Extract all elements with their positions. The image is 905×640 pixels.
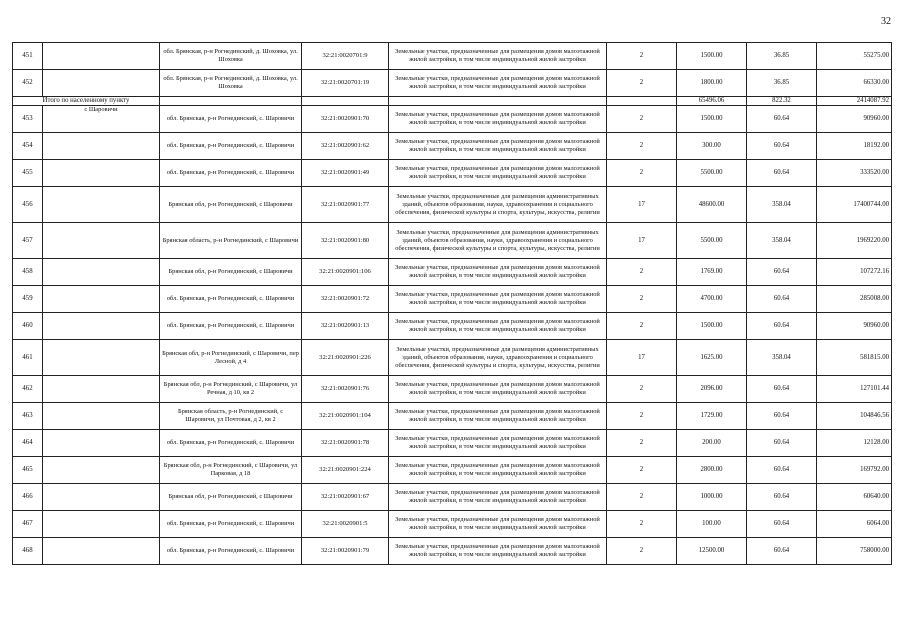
table-row [13,340,892,376]
row-cadastral-number: 32:21:0020901:76 [302,376,389,403]
row-use-class: 2 [607,376,677,403]
row-land-use: Земельные участки, предназначенные для размещения домов малоэтажной жилой застройки, в том числе индивидуальной жилой застройки [389,403,607,430]
row-number: 452 [13,70,43,97]
row-land-use: Земельные участки, предназначенные для размещения домов малоэтажной жилой застройки, в том числе индивидуальной жилой застройки [389,484,607,511]
row-rate: 358.04 [747,187,817,223]
row-land-use: Земельные участки, предназначенные для размещения домов малоэтажной жилой застройки, в том числе индивидуальной жилой застройки [389,70,607,97]
row-cadastral-value: 758000.00 [817,538,892,565]
row-use-class: 17 [607,223,677,259]
row-rate: 36.85 [747,43,817,70]
row-number: 458 [13,259,43,286]
row-rate: 358.04 [747,223,817,259]
row-use-class: 2 [607,106,677,133]
row-rate: 60.64 [747,313,817,340]
row-land-use: Земельные участки, предназначенные для размещения административных зданий, объектов образования, науки, здравоохранения и социального обеспечения, физической культуры и спорта, культуры, искусства, религии [389,223,607,259]
row-number: 457 [13,223,43,259]
row-area: 1500.00 [677,43,747,70]
total-label: Итого по населенному пункту [13,97,160,106]
total-row [13,97,892,106]
row-land-use: Земельные участки, предназначенные для размещения домов малоэтажной жилой застройки, в том числе индивидуальной жилой застройки [389,313,607,340]
row-use-class: 2 [607,484,677,511]
row-rate: 60.64 [747,457,817,484]
row-use-class: 2 [607,457,677,484]
row-address: обл. Брянская, р-н Рогнединский, с. Шаровичи [160,538,302,565]
row-cadastral-number: 32:21:0020901:13 [302,313,389,340]
row-land-use: Земельные участки, предназначенные для размещения домов малоэтажной жилой застройки, в том числе индивидуальной жилой застройки [389,538,607,565]
row-address: Брянская обл, р-н Рогнединский, с Шаровичи, пер Лесной, д 4 [160,340,302,376]
row-settlement-cell [43,160,160,187]
row-area: 2800.00 [677,457,747,484]
row-land-use: Земельные участки, предназначенные для размещения административных зданий, объектов образования, науки, здравоохранения и социального обеспечения, физической культуры и спорта, культуры, искусства, религии [389,187,607,223]
row-area: 5500.00 [677,160,747,187]
row-cadastral-value: 169792.00 [817,457,892,484]
table-row [13,376,892,403]
row-use-class: 2 [607,259,677,286]
row-cadastral-value: 66330.00 [817,70,892,97]
row-area: 1800.00 [677,70,747,97]
row-use-class: 2 [607,286,677,313]
row-use-class: 2 [607,313,677,340]
row-land-use: Земельные участки, предназначенные для размещения домов малоэтажной жилой застройки, в том числе индивидуальной жилой застройки [389,511,607,538]
table-row [13,187,892,223]
row-area: 200.00 [677,430,747,457]
row-area: 100.00 [677,511,747,538]
table-row [13,106,892,133]
table-row [13,403,892,430]
row-area: 1729.00 [677,403,747,430]
row-cadastral-value: 6064.00 [817,511,892,538]
row-address: Брянская обл, р-н Рогнединский, с Шаровичи, ул Речная, д 10, кв 2 [160,376,302,403]
row-land-use: Земельные участки, предназначенные для размещения домов малоэтажной жилой застройки, в том числе индивидуальной жилой застройки [389,430,607,457]
row-cadastral-number: 32:21:0020901:77 [302,187,389,223]
row-settlement-cell [43,457,160,484]
row-area: 1500.00 [677,313,747,340]
row-area: 1769.00 [677,259,747,286]
row-use-class: 17 [607,187,677,223]
table-row [13,484,892,511]
row-use-class: 2 [607,133,677,160]
row-number: 466 [13,484,43,511]
row-rate: 60.64 [747,376,817,403]
row-number: 459 [13,286,43,313]
row-number: 453 [13,106,43,133]
row-cadastral-value: 127101.44 [817,376,892,403]
row-cadastral-number: 32:21:0020901:224 [302,457,389,484]
row-settlement-cell [43,133,160,160]
row-land-use: Земельные участки, предназначенные для размещения административных зданий, объектов образования, науки, здравоохранения и социального обеспечения, физической культуры и спорта, культуры, искусства, религии [389,340,607,376]
row-settlement-cell [43,259,160,286]
row-cadastral-value: 581815.00 [817,340,892,376]
row-land-use: Земельные участки, предназначенные для размещения домов малоэтажной жилой застройки, в том числе индивидуальной жилой застройки [389,286,607,313]
row-number: 462 [13,376,43,403]
row-area: 12500.00 [677,538,747,565]
total-empty-cad [302,97,389,106]
row-settlement-cell [43,376,160,403]
row-use-class: 2 [607,403,677,430]
row-address: обл. Брянская, р-н Рогнединский, с. Шаровичи [160,106,302,133]
row-cadastral-value: 60640.00 [817,484,892,511]
row-cadastral-value: 90960.00 [817,313,892,340]
row-rate: 36.85 [747,70,817,97]
row-rate: 60.64 [747,160,817,187]
row-number: 454 [13,133,43,160]
row-number: 455 [13,160,43,187]
total-empty-cls [607,97,677,106]
row-rate: 60.64 [747,106,817,133]
total-area: 65496.06 [677,97,747,106]
row-address: обл. Брянская, р-н Рогнединский, с. Шаровичи [160,313,302,340]
row-use-class: 2 [607,511,677,538]
row-address: обл. Брянская, р-н Рогнединский, с. Шаровичи [160,133,302,160]
row-land-use: Земельные участки, предназначенные для размещения домов малоэтажной жилой застройки, в том числе индивидуальной жилой застройки [389,376,607,403]
row-cadastral-number: 32:21:0020901:49 [302,160,389,187]
row-settlement-cell [43,538,160,565]
row-land-use: Земельные участки, предназначенные для размещения домов малоэтажной жилой застройки, в том числе индивидуальной жилой застройки [389,259,607,286]
row-cadastral-number: 32:21:0020901:104 [302,403,389,430]
row-cadastral-value: 104846.56 [817,403,892,430]
row-settlement-cell [43,430,160,457]
row-number: 460 [13,313,43,340]
row-land-use: Земельные участки, предназначенные для размещения домов малоэтажной жилой застройки, в том числе индивидуальной жилой застройки [389,160,607,187]
row-rate: 60.64 [747,484,817,511]
row-number: 465 [13,457,43,484]
row-cadastral-value: 90960.00 [817,106,892,133]
row-rate: 60.64 [747,133,817,160]
row-cadastral-value: 285008.00 [817,286,892,313]
row-cadastral-value: 1969220.00 [817,223,892,259]
row-settlement-cell: с Шаровичи [43,106,160,133]
table-row [13,313,892,340]
row-use-class: 2 [607,70,677,97]
row-settlement-cell [43,403,160,430]
table-row [13,538,892,565]
row-settlement-cell [43,286,160,313]
row-cadastral-value: 17400744.00 [817,187,892,223]
row-cadastral-number: 32:21:0020901:226 [302,340,389,376]
row-number: 467 [13,511,43,538]
row-cadastral-number: 32:21:0020901:62 [302,133,389,160]
total-rate: 822.32 [747,97,817,106]
row-address: Брянская область, р-н Рогнединский, с Шаровичи [160,223,302,259]
row-settlement-cell [43,511,160,538]
table-row [13,223,892,259]
row-cadastral-value: 18192.00 [817,133,892,160]
row-number: 464 [13,430,43,457]
row-cadastral-number: 32:21:0020701:9 [302,43,389,70]
row-rate: 60.64 [747,430,817,457]
row-land-use: Земельные участки, предназначенные для размещения домов малоэтажной жилой застройки, в том числе индивидуальной жилой застройки [389,43,607,70]
land-registry-table [12,42,892,565]
row-rate: 60.64 [747,259,817,286]
row-cadastral-number: 32:21:0020901:80 [302,223,389,259]
table-row [13,70,892,97]
row-land-use: Земельные участки, предназначенные для размещения домов малоэтажной жилой застройки, в том числе индивидуальной жилой застройки [389,133,607,160]
row-land-use: Земельные участки, предназначенные для размещения домов малоэтажной жилой застройки, в том числе индивидуальной жилой застройки [389,106,607,133]
table-row [13,259,892,286]
row-rate: 60.64 [747,511,817,538]
row-area: 300.00 [677,133,747,160]
table-body-top [13,43,892,97]
total-value: 2414087.92 [817,97,892,106]
row-settlement-cell [43,43,160,70]
row-cadastral-number: 32:21:0020901:67 [302,484,389,511]
row-cadastral-number: 32:21:0020901:78 [302,430,389,457]
row-settlement-cell [43,340,160,376]
row-cadastral-number: 32:21:0020901:106 [302,259,389,286]
row-rate: 60.64 [747,403,817,430]
table-row [13,457,892,484]
table-row [13,511,892,538]
row-cadastral-value: 12128.00 [817,430,892,457]
row-settlement-cell [43,484,160,511]
row-settlement-cell [43,313,160,340]
row-area: 2096.00 [677,376,747,403]
row-address: Брянская обл, р-н Рогнединский, с Шаровичи, ул Парковая, д 18 [160,457,302,484]
table-row [13,430,892,457]
table-body-total [13,97,892,106]
row-settlement-cell [43,223,160,259]
row-area: 48600.00 [677,187,747,223]
row-address: обл. Брянская, р-н Рогнединский, с. Шаровичи [160,160,302,187]
row-number: 468 [13,538,43,565]
row-address: обл. Брянская, р-н Рогнединский, с. Шаровичи [160,430,302,457]
row-rate: 60.64 [747,538,817,565]
row-address: Брянская обл, р-н Рогнединский, с Шаровичи [160,259,302,286]
row-number: 463 [13,403,43,430]
row-use-class: 2 [607,538,677,565]
row-address: обл. Брянская, р-н Рогнединский, д. Шоховка, ул. Шоховка [160,70,302,97]
row-area: 1000.00 [677,484,747,511]
row-area: 1625.00 [677,340,747,376]
row-use-class: 2 [607,160,677,187]
row-use-class: 2 [607,430,677,457]
row-cadastral-value: 333520.00 [817,160,892,187]
table-body-settlement [13,106,892,565]
row-rate: 60.64 [747,286,817,313]
row-cadastral-value: 55275.00 [817,43,892,70]
row-cadastral-number: 32:21:0020901:70 [302,106,389,133]
row-address: обл. Брянская, р-н Рогнединский, д. Шоховка, ул. Шоховка [160,43,302,70]
row-area: 4700.00 [677,286,747,313]
row-land-use: Земельные участки, предназначенные для размещения домов малоэтажной жилой застройки, в том числе индивидуальной жилой застройки [389,457,607,484]
row-settlement-cell [43,187,160,223]
row-address: Брянская обл, р-н Рогнединский, с Шаровичи [160,187,302,223]
row-cadastral-number: 32:21:0020901:79 [302,538,389,565]
row-use-class: 17 [607,340,677,376]
row-number: 461 [13,340,43,376]
table-row [13,160,892,187]
row-use-class: 2 [607,43,677,70]
row-area: 5500.00 [677,223,747,259]
row-number: 456 [13,187,43,223]
row-cadastral-number: 32:21:0020901:72 [302,286,389,313]
row-cadastral-number: 32:21:0020901:5 [302,511,389,538]
row-address: Брянская область, р-н Рогнединский, с Шаровичи, ул Почтовая, д 2, кв 2 [160,403,302,430]
table-row [13,133,892,160]
total-empty-use [389,97,607,106]
row-number: 451 [13,43,43,70]
row-address: обл. Брянская, р-н Рогнединский, с. Шаровичи [160,511,302,538]
table-row [13,43,892,70]
page-number: 32 [881,16,891,27]
total-empty-addr [160,97,302,106]
row-area: 1500.00 [677,106,747,133]
row-cadastral-value: 107272.16 [817,259,892,286]
row-settlement-cell [43,70,160,97]
row-rate: 358.04 [747,340,817,376]
table-row [13,286,892,313]
row-address: обл. Брянская, р-н Рогнединский, с. Шаровичи [160,286,302,313]
row-address: Брянская обл, р-н Рогнединский, с Шаровичи [160,484,302,511]
row-cadastral-number: 32:21:0020701:19 [302,70,389,97]
